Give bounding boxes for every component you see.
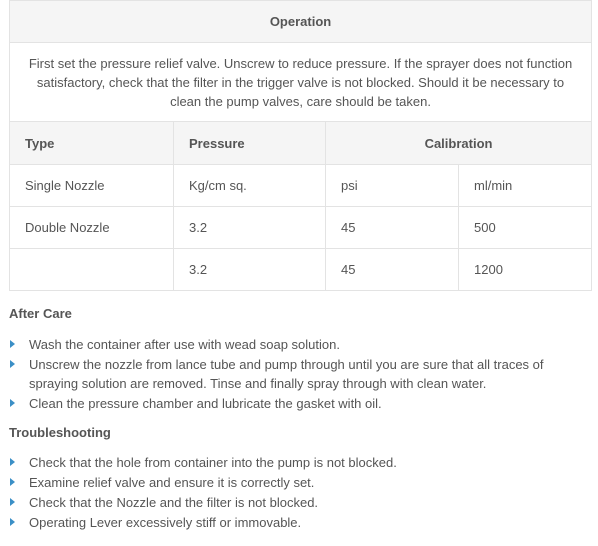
after-care-title: After Care [9,306,72,321]
list-item [9,394,584,413]
triangle-right-icon [10,458,15,466]
triangle-right-icon [10,340,15,348]
operation-table [9,0,592,291]
list-item-text: Examine relief valve and ensure it is correctly set. [29,475,315,490]
after-care-list [9,335,584,414]
list-item [9,513,584,532]
cell-calibration-2: 500 [459,207,592,249]
cell-calibration-1: 45 [326,249,459,291]
triangle-right-icon [10,399,15,407]
troubleshooting-list [9,453,584,533]
list-item-text: Unscrew the nozzle from lance tube and pump through until you are sure that all traces of spraying solution are removed. Tinse and finally spray through with clean water. [29,357,544,391]
table-row [10,249,592,291]
cell-type: Double Nozzle [10,207,174,249]
list-item-text: Clean the pressure chamber and lubricate the gasket with oil. [29,396,382,411]
list-item [9,355,584,393]
header-calibration: Calibration [326,122,592,165]
triangle-right-icon [10,360,15,368]
cell-type: Single Nozzle [10,165,174,207]
list-item [9,453,584,472]
troubleshooting-title: Troubleshooting [9,425,111,440]
cell-pressure: Kg/cm sq. [174,165,326,207]
cell-pressure: 3.2 [174,249,326,291]
list-item-text: Check that the hole from container into the pump is not blocked. [29,455,397,470]
list-item-text: Operating Lever excessively stiff or immovable. [29,515,302,530]
cell-calibration-2: ml/min [459,165,592,207]
operation-heading: Operation [10,1,592,43]
cell-calibration-1: 45 [326,207,459,249]
header-type: Type [10,122,174,165]
cell-pressure: 3.2 [174,207,326,249]
header-pressure: Pressure [174,122,326,165]
cell-calibration-2: 1200 [459,249,592,291]
list-item [9,335,584,354]
table-row [10,165,592,207]
table-row [10,207,592,249]
operation-text: First set the pressure relief valve. Unscrew to reduce pressure. If the sprayer does not function satisfactory, check that the filter in the trigger valve is not blocked. Should it be necessary to clean the pump valves, care should be taken. [10,43,592,122]
triangle-right-icon [10,498,15,506]
list-item-text: Check that the Nozzle and the filter is not blocked. [29,495,319,510]
list-item [9,493,584,512]
cell-type [10,249,174,291]
list-item [9,473,584,492]
triangle-right-icon [10,518,15,526]
cell-calibration-1: psi [326,165,459,207]
triangle-right-icon [10,478,15,486]
list-item-text: Wash the container after use with wead soap solution. [29,337,340,352]
